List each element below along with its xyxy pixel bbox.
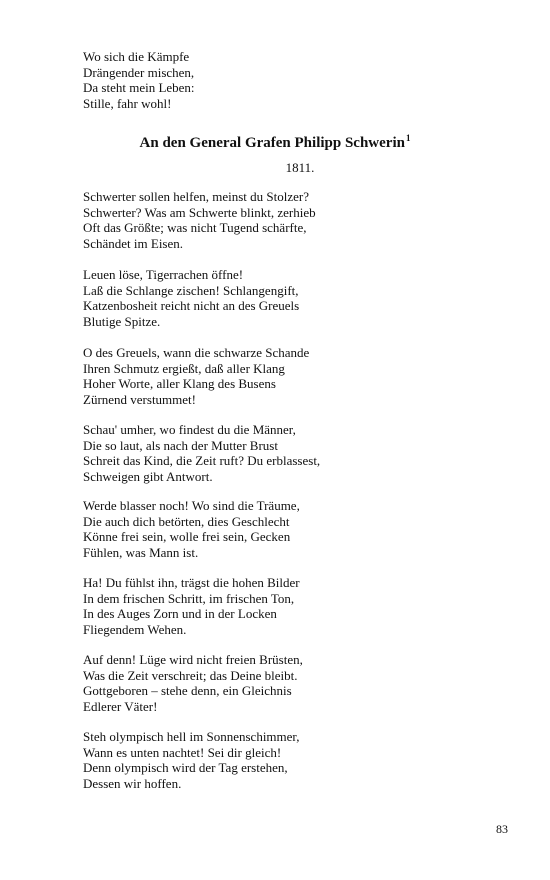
footnote-marker: 1 — [405, 133, 411, 143]
poem-line: In dem frischen Schritt, im frischen Ton, — [83, 590, 295, 606]
poem-line: Edlerer Väter! — [83, 698, 158, 714]
poem-line: O des Greuels, wann die schwarze Schande — [83, 345, 310, 360]
poem-line: Steh olympisch hell im Sonnenschimmer, — [83, 729, 300, 744]
stanza-6 — [83, 575, 503, 637]
stanza-7 — [83, 652, 503, 714]
poem-line: Zürnend verstummet! — [83, 391, 196, 407]
poem-line: Schweigen gibt Antwort. — [83, 468, 213, 484]
poem-title-text: An den General Grafen Philipp Schwerin — [139, 135, 405, 151]
poem-line: Könne frei sein, wolle frei sein, Gecken — [83, 529, 291, 545]
poem-line: Ihren Schmutz ergießt, daß aller Klang — [83, 360, 285, 376]
poem-line: Schwerter sollen helfen, meinst du Stolzer? — [83, 189, 309, 204]
stanza-1 — [83, 189, 503, 251]
poem-line: Hoher Worte, aller Klang des Busens — [83, 376, 276, 392]
page-number: 83 — [496, 822, 508, 836]
poem-line: Schau' umher, wo findest du die Männer, — [83, 422, 296, 437]
poem-line: Dessen wir hoffen. — [83, 775, 182, 791]
poem-line: Schwerter? Was am Schwerte blinkt, zerhieb — [83, 204, 316, 220]
poem-line: Werde blasser noch! Wo sind die Träume, — [83, 498, 300, 513]
poem-line: Wo sich die Kämpfe — [83, 49, 190, 64]
previous-poem-ending — [83, 49, 503, 111]
poem-line: Katzenbosheit reicht nicht an des Greuels — [83, 298, 300, 314]
poem-line: Die auch dich betörten, dies Geschlecht — [83, 513, 290, 529]
poem-line: Drängender mischen, — [83, 64, 195, 80]
poem-line: Fliegendem Wehen. — [83, 621, 187, 637]
poem-line: Gottgeboren – stehe denn, ein Gleichnis — [83, 683, 292, 699]
poem-year: 1811. — [285, 160, 315, 175]
poem-line: Wann es unten nachtet! Sei dir gleich! — [83, 744, 282, 760]
poem-line: Stille, fahr wohl! — [83, 95, 172, 111]
stanza-2 — [83, 267, 503, 329]
poem-line: In des Auges Zorn und in der Locken — [83, 606, 277, 622]
poem-line: Schändet im Eisen. — [83, 235, 184, 251]
stanza-3 — [83, 345, 503, 407]
poem-line: Da steht mein Leben: — [83, 80, 195, 96]
poem-line: Denn olympisch wird der Tag erstehen, — [83, 760, 288, 776]
poem-line: Die so laut, als nach der Mutter Brust — [83, 437, 278, 453]
poem-line: Fühlen, was Mann ist. — [83, 544, 199, 560]
poem-line: Laß die Schlange zischen! Schlangengift, — [83, 282, 299, 298]
stanza-5 — [83, 498, 503, 560]
poem-line: Ha! Du fühlst ihn, trägst die hohen Bilder — [83, 575, 300, 590]
poem-line: Schreit das Kind, die Zeit ruft? Du erblassest, — [83, 453, 321, 469]
stanza-8 — [83, 729, 503, 791]
poem-line: Oft das Größte; was nicht Tugend schärfte, — [83, 220, 307, 236]
stanza-4 — [83, 422, 503, 484]
poem-line: Auf denn! Lüge wird nicht freien Brüsten, — [83, 652, 303, 667]
poem-line: Blutige Spitze. — [83, 313, 161, 329]
poem-line: Was die Zeit verschreit; das Deine bleibt. — [83, 667, 298, 683]
poem-title — [0, 134, 550, 152]
poem-line: Leuen löse, Tigerrachen öffne! — [83, 267, 244, 282]
